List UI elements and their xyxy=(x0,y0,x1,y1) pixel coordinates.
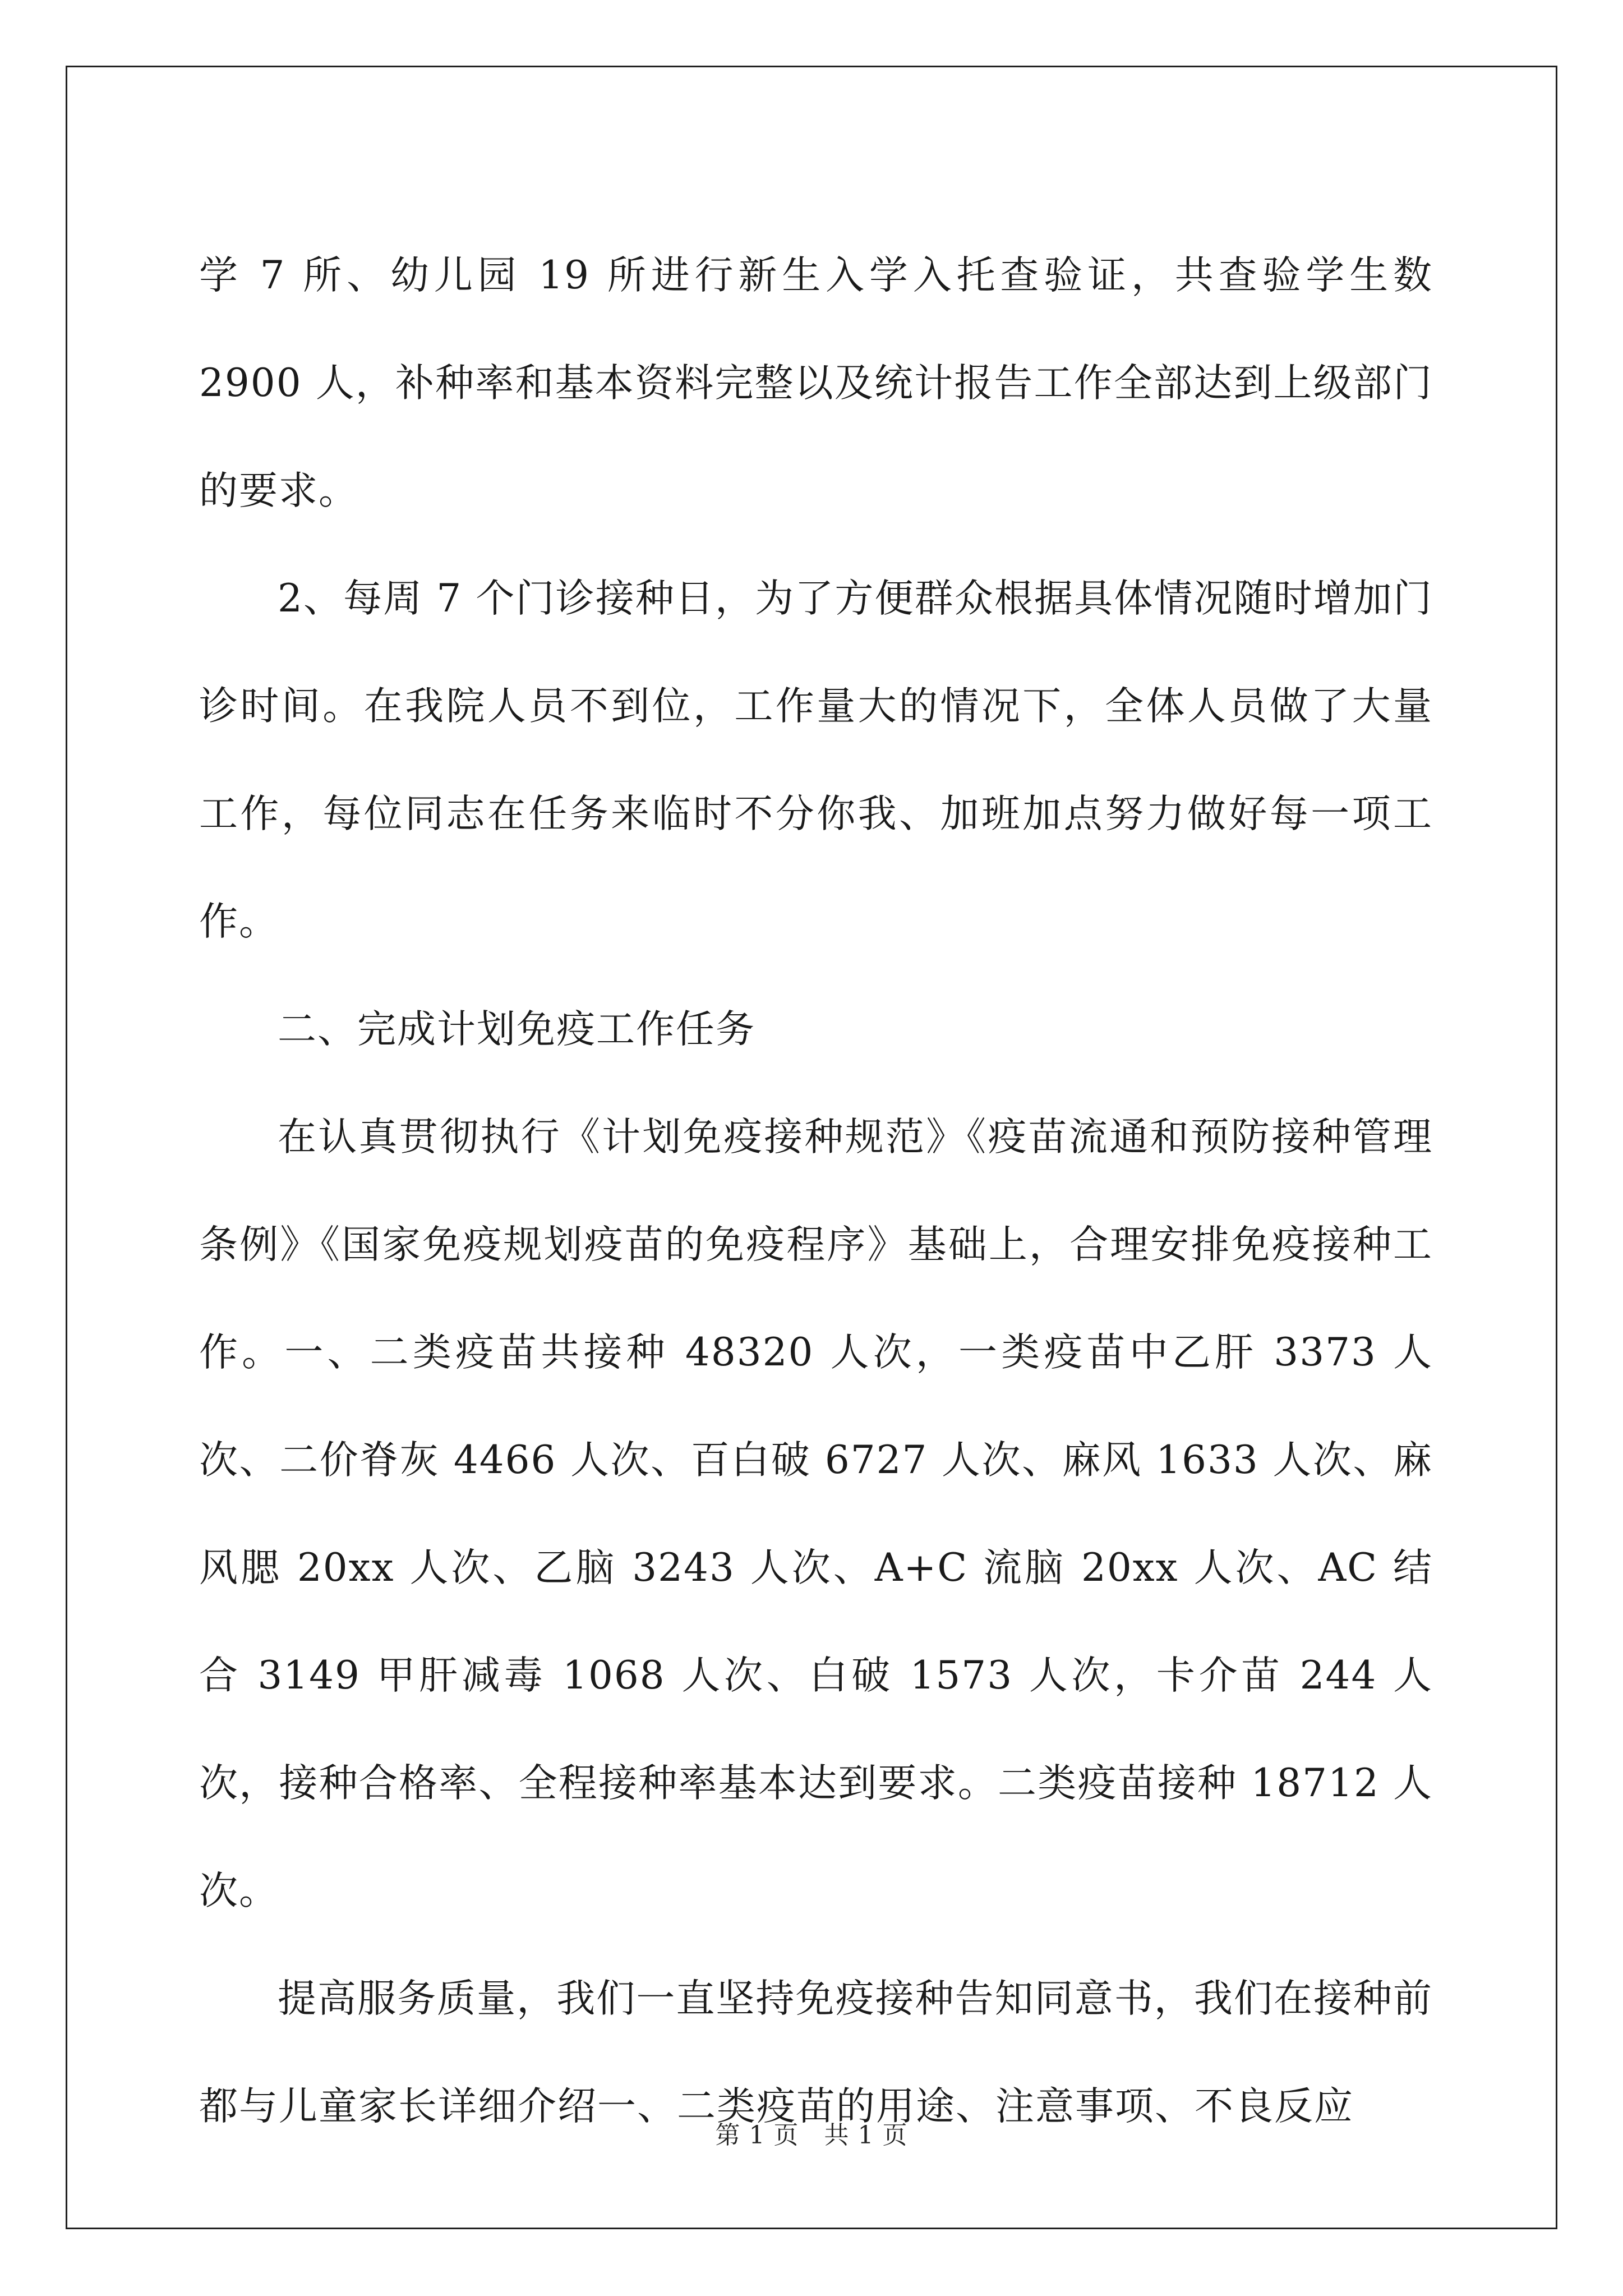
paragraph-4: 提高服务质量，我们一直坚持免疫接种告知同意书，我们在接种前都与儿童家长详细介绍一、二类疫苗的用途、注意事项、不良反应 xyxy=(199,1976,1433,2129)
page-total: 共 1 页 xyxy=(824,2121,908,2150)
page-footer xyxy=(0,2115,1623,2151)
paragraph-3: 在认真贯彻执行《计划免疫接种规范》《疫苗流通和预防接种管理条例》《国家免疫规划疫苗的免疫程序》基础上，合理安排免疫接种工作。一、二类疫苗共接种 48320 人次，一类疫苗中乙肝 3373 人次、二价脊灰 4466 人次、百白破 6727 人次、麻风 1633 人次、麻风腮 20xx 人次、乙脑 3243 人次、A+C 流脑 20xx 人次、AC 结合 3149 甲肝减毒 1068 人次、白破 1573 人次，卡介苗 244 人次，接种合格率、全程接种率基本达到要求。二类疫苗接种 18712 人次。 xyxy=(199,1115,1433,1913)
section-heading: 二、完成计划免疫工作任务 xyxy=(278,1007,755,1052)
document-body xyxy=(199,222,1433,2160)
paragraph-2: 2、每周 7 个门诊接种日，为了方便群众根据具体情况随时增加门诊时间。在我院人员不到位，工作量大的情况下，全体人员做了大量工作，每位同志在任务来临时不分你我、加班加点努力做好每一项工作。 xyxy=(199,576,1433,944)
page-number: 第 1 页 xyxy=(715,2121,799,2150)
paragraph-1: 学 7 所、幼儿园 19 所进行新生入学入托查验证，共查验学生数 2900 人，补种率和基本资料完整以及统计报告工作全部达到上级部门的要求。 xyxy=(199,253,1433,513)
